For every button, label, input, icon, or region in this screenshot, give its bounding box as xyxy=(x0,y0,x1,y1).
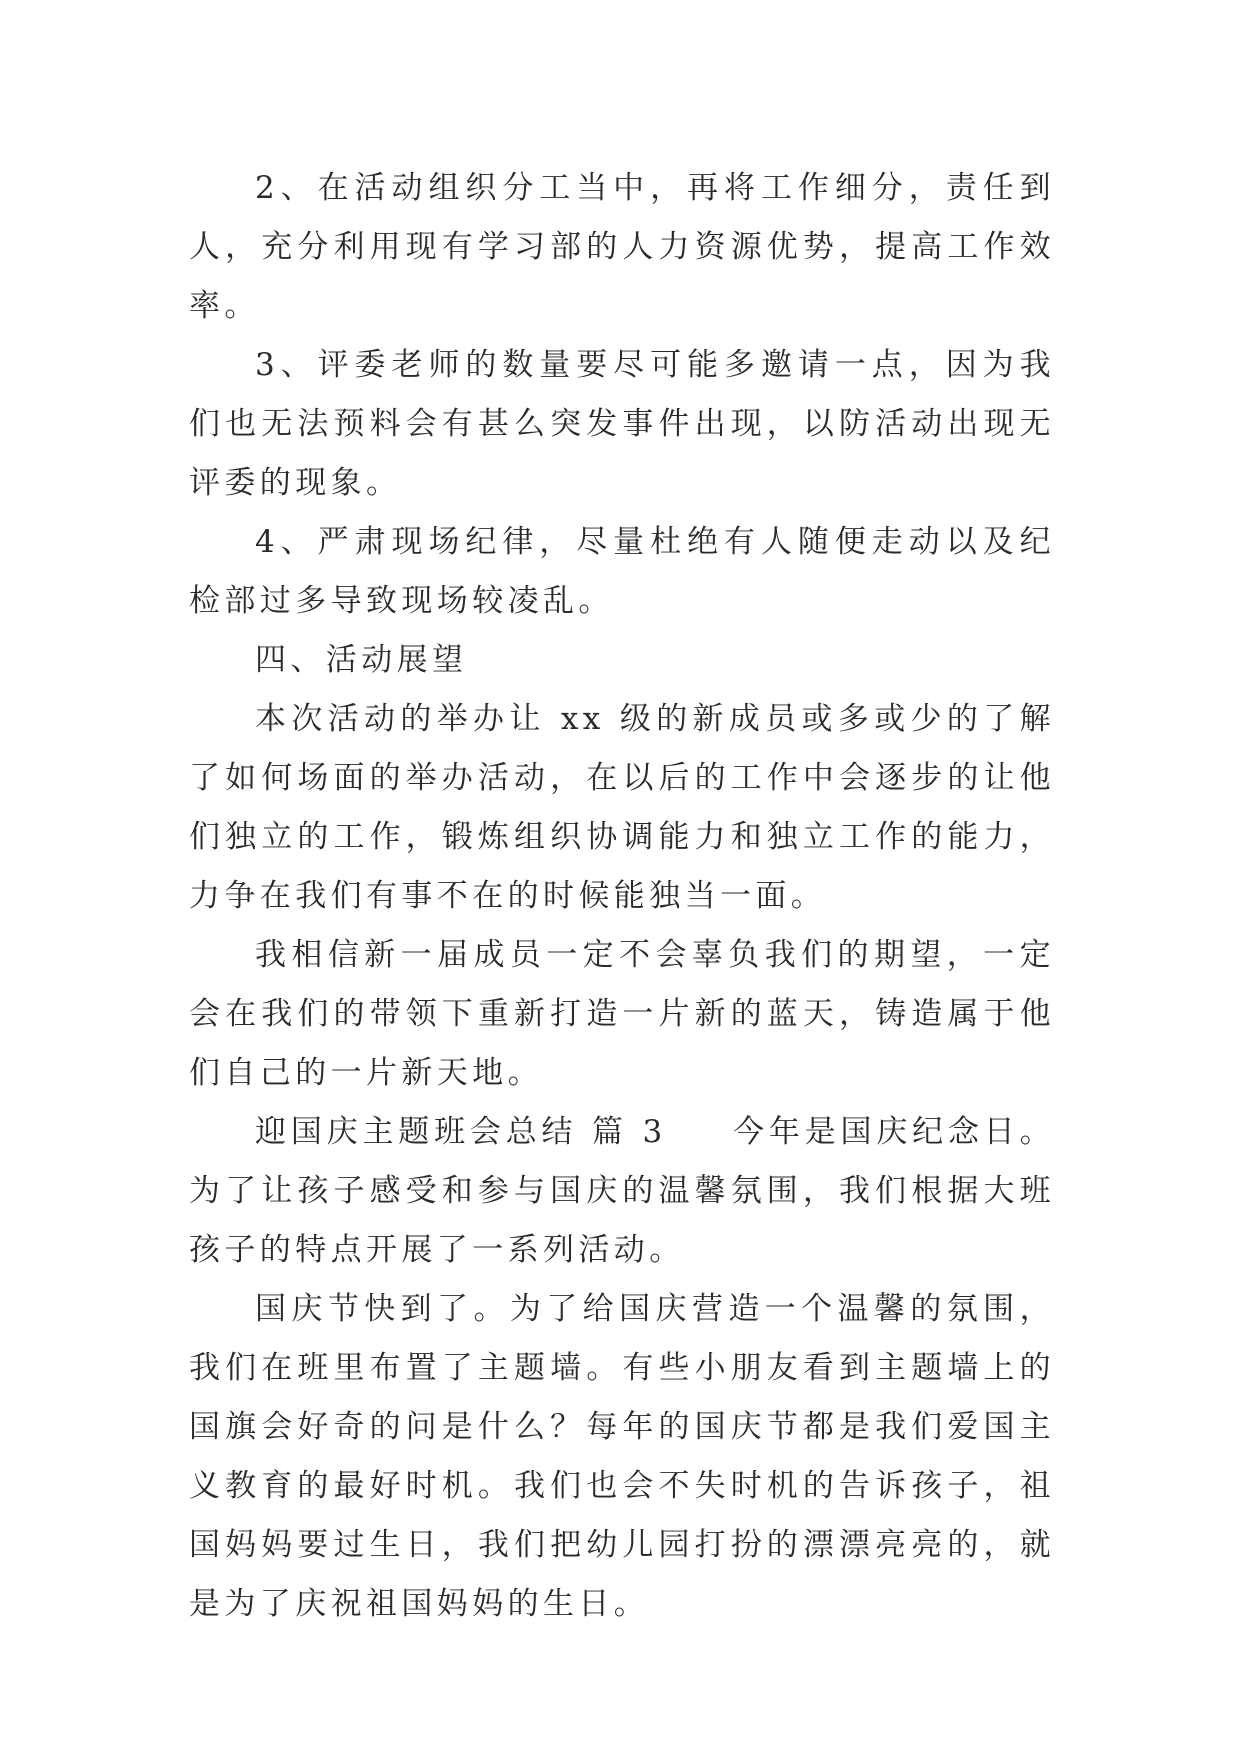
paragraph-item-4: 4、严肃现场纪律，尽量杜绝有人随便走动以及纪检部过多导致现场较凌乱。 xyxy=(189,524,1055,619)
section-heading: 迎国庆主题班会总结 篇 3 xyxy=(255,1114,667,1150)
paragraph-item-3: 3、评委老师的数量要尽可能多邀请一点，因为我们也无法预料会有甚么突发事件出现，以防活动出现无评委的现象。 xyxy=(189,347,1055,501)
section-heading-outlook: 四、活动展望 xyxy=(255,642,468,678)
document-body xyxy=(189,159,1055,1634)
section-paragraph xyxy=(189,1103,1055,1280)
paragraph-outlook-1: 本次活动的举办让 xx 级的新成员或多或少的了解了如何场面的举办活动，在以后的工作中会逐步的让他们独立的工作，锻炼组织协调能力和独立工作的能力，力争在我们有事不在的时候能独当一面。 xyxy=(189,701,1055,914)
paragraph-item-2: 2、在活动组织分工当中，再将工作细分，责任到人，充分利用现有学习部的人力资源优势，提高工作效率。 xyxy=(189,170,1055,324)
closing-paragraph: 国庆节快到了。为了给国庆营造一个温馨的氛围，我们在班里布置了主题墙。有些小朋友看到主题墙上的国旗会好奇的问是什么？每年的国庆节都是我们爱国主义教育的最好时机。我们也会不失时机的告诉孩子，祖国妈妈要过生日，我们把幼儿园打扮的漂漂亮亮的，就是为了庆祝祖国妈妈的生日。 xyxy=(189,1291,1055,1622)
paragraph-outlook-2: 我相信新一届成员一定不会辜负我们的期望，一定会在我们的带领下重新打造一片新的蓝天，铸造属于他们自己的一片新天地。 xyxy=(189,937,1055,1091)
section-intro: 今年是国庆纪念日。为了让孩子感受和参与国庆的温馨氛围，我们根据大班孩子的特点开展了一系列活动。 xyxy=(189,1114,1055,1268)
